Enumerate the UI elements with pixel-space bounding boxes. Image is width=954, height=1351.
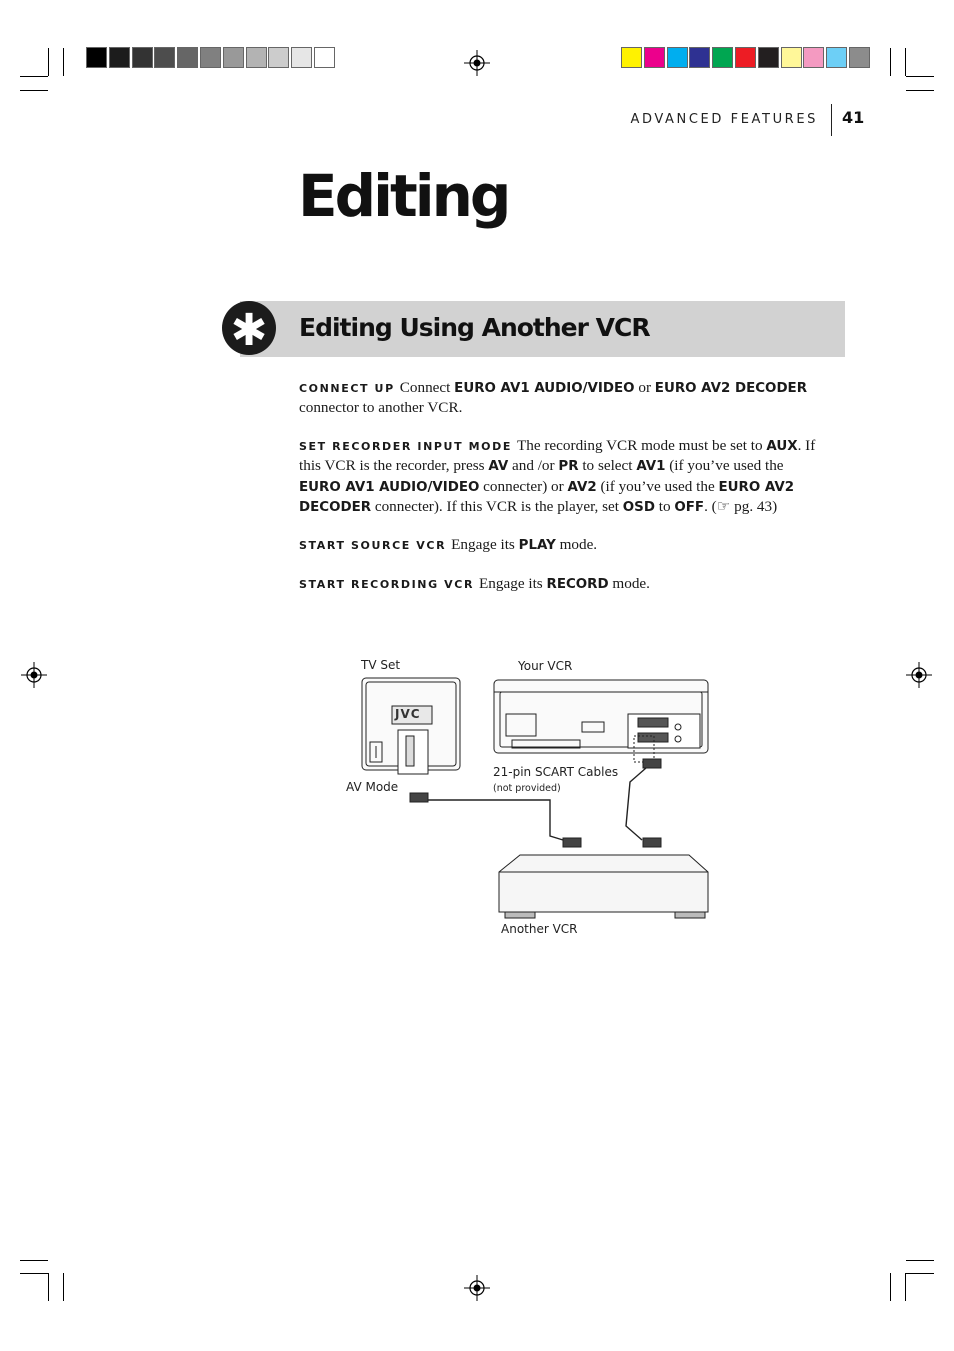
- color-swatch: [667, 47, 688, 68]
- running-header-section: ADVANCED FEATURES: [630, 112, 818, 127]
- grayscale-calibration-bar: [86, 47, 337, 68]
- connection-diagram-drawing: [330, 650, 730, 950]
- connector-name: EURO AV2 DECODER: [654, 381, 808, 396]
- tv-set-illustration: [362, 678, 460, 774]
- step-text: Connect: [399, 379, 455, 396]
- step-set-recorder-input-mode: [299, 436, 829, 518]
- pointing-hand-icon: ☞: [716, 497, 731, 516]
- scart-cables-note: (not provided): [493, 783, 561, 794]
- connection-diagram: [330, 650, 730, 950]
- step-text: connecter) or: [479, 477, 568, 495]
- step-lead: START SOURCE VCR: [299, 539, 447, 553]
- color-swatch: [689, 47, 710, 68]
- connector-name: EURO AV1 AUDIO/VIDEO: [454, 381, 635, 396]
- step-start-source-vcr: [299, 535, 829, 555]
- step-text: mode.: [555, 536, 598, 554]
- step-text: . (: [704, 498, 717, 516]
- mode-name: PLAY: [518, 538, 556, 554]
- your-vcr-label: Your VCR: [518, 659, 573, 673]
- step-lead: SET RECORDER INPUT MODE: [299, 439, 512, 453]
- button-name: PR: [558, 459, 579, 475]
- color-swatch: [826, 47, 847, 68]
- setting-name: AUX: [766, 438, 798, 454]
- setting-name: AV2: [567, 479, 597, 495]
- scart-cables-label: 21-pin SCART Cables: [493, 765, 619, 779]
- grayscale-swatch: [154, 47, 175, 68]
- button-name: AV: [488, 459, 509, 475]
- step-text: and /or: [508, 457, 559, 475]
- step-text: (if you’ve used the: [665, 457, 784, 475]
- page-title: Editing: [298, 162, 509, 230]
- grayscale-swatch: [86, 47, 107, 68]
- color-swatch: [735, 47, 756, 68]
- section-title: Editing Using Another VCR: [299, 313, 650, 342]
- tv-brand-logo: JVC: [395, 707, 421, 721]
- color-swatch: [781, 47, 802, 68]
- grayscale-swatch: [109, 47, 130, 68]
- connector-name: EURO AV2 DECODER: [299, 479, 795, 516]
- color-calibration-bar: [621, 47, 872, 68]
- another-vcr-illustration: [499, 855, 708, 918]
- grayscale-swatch: [291, 47, 312, 68]
- tv-set-label: TV Set: [361, 658, 401, 672]
- header-divider: [831, 104, 832, 136]
- step-text: connector to another VCR.: [299, 399, 463, 417]
- step-lead: CONNECT UP: [299, 382, 395, 395]
- grayscale-swatch: [177, 47, 198, 68]
- color-swatch: [849, 47, 870, 68]
- instruction-steps: [299, 378, 829, 612]
- color-swatch: [644, 47, 665, 68]
- step-text: (if you’ve used the: [596, 477, 719, 495]
- step-connect-up: [299, 378, 829, 418]
- page-number: 41: [842, 108, 865, 127]
- grayscale-swatch: [132, 47, 153, 68]
- asterisk-icon: ✱: [222, 301, 276, 355]
- grayscale-swatch: [268, 47, 289, 68]
- step-text: to: [654, 498, 675, 516]
- step-text: The recording VCR mode must be set to: [516, 436, 767, 454]
- step-lead: START RECORDING VCR: [299, 577, 475, 591]
- step-start-recording-vcr: [299, 574, 829, 594]
- setting-name: OFF: [674, 500, 705, 516]
- grayscale-swatch: [246, 47, 267, 68]
- step-text: mode.: [608, 574, 650, 592]
- color-swatch: [758, 47, 779, 68]
- grayscale-swatch: [314, 47, 335, 68]
- registration-mark-icon: [464, 50, 490, 76]
- your-vcr-illustration: [494, 680, 708, 762]
- av-mode-label: AV Mode: [346, 780, 399, 794]
- color-swatch: [803, 47, 824, 68]
- another-vcr-label: Another VCR: [501, 922, 578, 936]
- step-text: Engage its: [479, 574, 547, 592]
- step-text: . If this VCR is the recorder, press: [299, 436, 816, 475]
- color-swatch: [712, 47, 733, 68]
- connector-name: EURO AV1 AUDIO/VIDEO: [299, 479, 480, 495]
- grayscale-swatch: [223, 47, 244, 68]
- grayscale-swatch: [200, 47, 221, 68]
- setting-name: AV1: [636, 459, 666, 475]
- mode-name: RECORD: [546, 576, 609, 592]
- registration-mark-icon: [906, 662, 932, 688]
- step-text: connecter). If this VCR is the player, set: [371, 498, 623, 516]
- setting-name: OSD: [622, 500, 655, 516]
- registration-mark-icon: [21, 662, 47, 688]
- registration-mark-icon: [464, 1275, 490, 1301]
- step-text: Engage its: [451, 536, 519, 554]
- step-text: or: [634, 379, 655, 396]
- step-text: to select: [578, 457, 637, 475]
- page-reference: pg. 43): [730, 498, 778, 516]
- color-swatch: [621, 47, 642, 68]
